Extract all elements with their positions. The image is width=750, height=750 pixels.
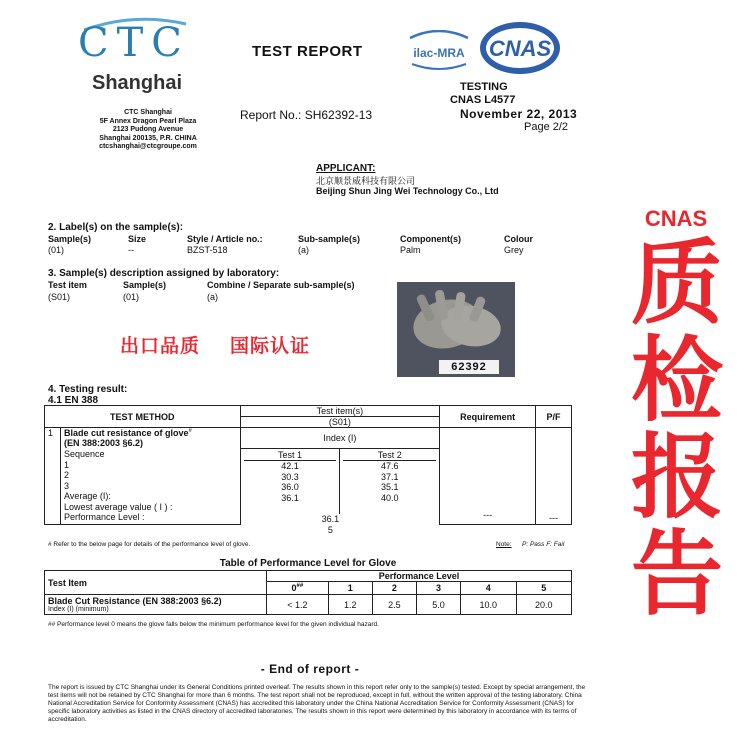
performance-table xyxy=(44,570,572,615)
row-number: 1 xyxy=(45,428,61,525)
description-section-title: 3. Sample(s) description assigned by laboratory: xyxy=(48,268,280,279)
perf-level-label: Performance Level xyxy=(267,571,572,582)
sequence-list: Sequence 1 2 3 Average (I): Lowest average value ( I ) : Performance Level : xyxy=(60,448,240,524)
perf-level: 5 xyxy=(516,582,572,595)
labels-value: Palm xyxy=(400,245,421,255)
perf-value: 2.5 xyxy=(372,595,416,615)
col-pass-fail: P/F xyxy=(536,406,572,428)
lowest-value: 36.1 xyxy=(280,514,380,525)
result-section-subtitle: 4.1 EN 388 xyxy=(48,395,99,406)
promo-stamp-right: 国际认证 xyxy=(230,336,311,357)
labels-header: Sample(s) xyxy=(48,234,92,244)
method-title: Blade cut resistance of glove# (EN 388:2003 §6.2) xyxy=(60,428,240,449)
perf-value: 20.0 xyxy=(516,595,572,615)
labels-value: Grey xyxy=(504,245,524,255)
testing-label: TESTING xyxy=(460,81,508,93)
description-value: (S01) xyxy=(48,292,71,302)
applicant-name-en: Beijing Shun Jing Wei Technology Co., Ltd xyxy=(316,186,499,196)
page-number: Page 2/2 xyxy=(524,121,569,133)
side-char: 告 xyxy=(630,524,723,626)
description-header: Combine / Separate sub-sample(s) xyxy=(207,280,355,290)
sample-tag: 62392 xyxy=(439,360,499,374)
perf-value: < 1.2 xyxy=(267,595,329,615)
applicant-label: APPLICANT: xyxy=(316,163,376,174)
labels-header: Colour xyxy=(504,234,533,244)
side-char: 质 xyxy=(630,233,723,335)
labels-value: -- xyxy=(128,245,134,255)
perf-test-item-label: Test Item xyxy=(45,571,267,595)
index-label: Index (I) xyxy=(240,428,440,449)
labels-header: Sub-sample(s) xyxy=(298,234,361,244)
labels-header: Component(s) xyxy=(400,234,461,244)
company-logo: CTC xyxy=(78,20,190,66)
perf-level: 1 xyxy=(328,582,372,595)
promo-stamp-left: 出口品质 xyxy=(120,336,201,357)
side-cnas-label: CNAS xyxy=(644,206,708,231)
svg-text:ilac-MRA: ilac-MRA xyxy=(413,46,465,60)
svg-text:CNAS: CNAS xyxy=(488,36,552,61)
report-number: Report No.: SH62392-13 xyxy=(240,108,373,122)
test1-column: Test 1 42.1 30.3 36.0 36.1 xyxy=(240,448,340,524)
description-value: (01) xyxy=(123,292,140,302)
col-test-item-sub: (S01) xyxy=(240,417,440,428)
perf-value: 1.2 xyxy=(328,595,372,615)
labels-section-title: 2. Label(s) on the sample(s): xyxy=(48,222,184,233)
col-test-method: TEST METHOD xyxy=(45,406,241,428)
company-city: Shanghai xyxy=(92,72,183,94)
result-footnote: # Refer to the below page for details of the performance level of glove. xyxy=(48,541,251,548)
perf-value: 5.0 xyxy=(416,595,460,615)
applicant-name-cn: 北京顺景威科技有限公司 xyxy=(316,176,416,186)
description-header: Test item xyxy=(48,280,87,290)
note-text: P: Pass F: Fail xyxy=(522,541,565,548)
perf-level: 2 xyxy=(372,582,416,595)
col-test-item: Test item(s) xyxy=(240,406,440,417)
labels-value: BZST-518 xyxy=(187,245,228,255)
side-char: 检 xyxy=(630,330,723,432)
end-of-report: - End of report - xyxy=(260,662,360,676)
ilac-mra-logo-icon xyxy=(404,30,474,72)
perf-level: 3 xyxy=(416,582,460,595)
labels-header: Style / Article no.: xyxy=(187,234,263,244)
perf-value: 10.0 xyxy=(461,595,516,615)
report-date: November 22, 2013 xyxy=(460,107,578,121)
company-address: CTC Shanghai 5F Annex Dragon Pearl Plaza 2123 Pudong Avenue Shanghai 200135, P.R. CHINA ctcshanghai@ctcgroupe.com xyxy=(99,109,197,151)
labels-value: (01) xyxy=(48,245,65,255)
result-table xyxy=(44,405,572,535)
description-value: (a) xyxy=(207,292,218,302)
perf-level: 4 xyxy=(461,582,516,595)
col-requirement: Requirement xyxy=(440,406,536,428)
cnas-logo-icon xyxy=(478,20,562,76)
labels-header: Size xyxy=(128,234,147,244)
pass-fail-cell: --- xyxy=(536,428,572,525)
description-header: Sample(s) xyxy=(123,280,167,290)
note-label: Note: xyxy=(496,541,512,548)
side-char: 报 xyxy=(630,427,723,529)
labels-value: (a) xyxy=(298,245,309,255)
perf-footnote: ## Performance level 0 means the glove falls below the minimum performance level for the given individual hazard. xyxy=(48,621,379,628)
perf-table-title: Table of Performance Level for Glove xyxy=(219,558,397,569)
level-value: 5 xyxy=(280,525,380,536)
result-section-title: 4. Testing result: xyxy=(48,384,128,395)
report-title: TEST REPORT xyxy=(252,43,363,60)
fine-print: The report is issued by CTC Shanghai under its General Conditions printed overleaf. The results shown in this report refer only to the sample(s) tested. Except by special arrangement, the test items will not be retained by CTC Shanghai for more than 6 months. The test report shall not be reproduced, except in full, without the written approval of the testing laboratory. China National Accreditation Service for Conformity Assessment (CNAS) has accredited this laboratory under the China National Accreditation Service for Conformity Assessment (CNAS) for specific laboratory activities as listed in the CNAS directory of accredited laboratories. The results shown in this report were determined by this laboratory in accordance with its terms of accreditation. xyxy=(48,684,586,724)
requirement-cell: --- xyxy=(440,428,536,525)
perf-row-label: Blade Cut Resistance (EN 388:2003 §6.2) Index (I) (minimum) xyxy=(45,595,267,615)
perf-level: 0## xyxy=(267,582,329,595)
test2-column: Test 2 47.6 37.1 35.1 40.0 36.1 5 xyxy=(340,448,440,524)
sample-photo xyxy=(397,282,515,377)
cnas-number: CNAS L4577 xyxy=(450,94,516,106)
